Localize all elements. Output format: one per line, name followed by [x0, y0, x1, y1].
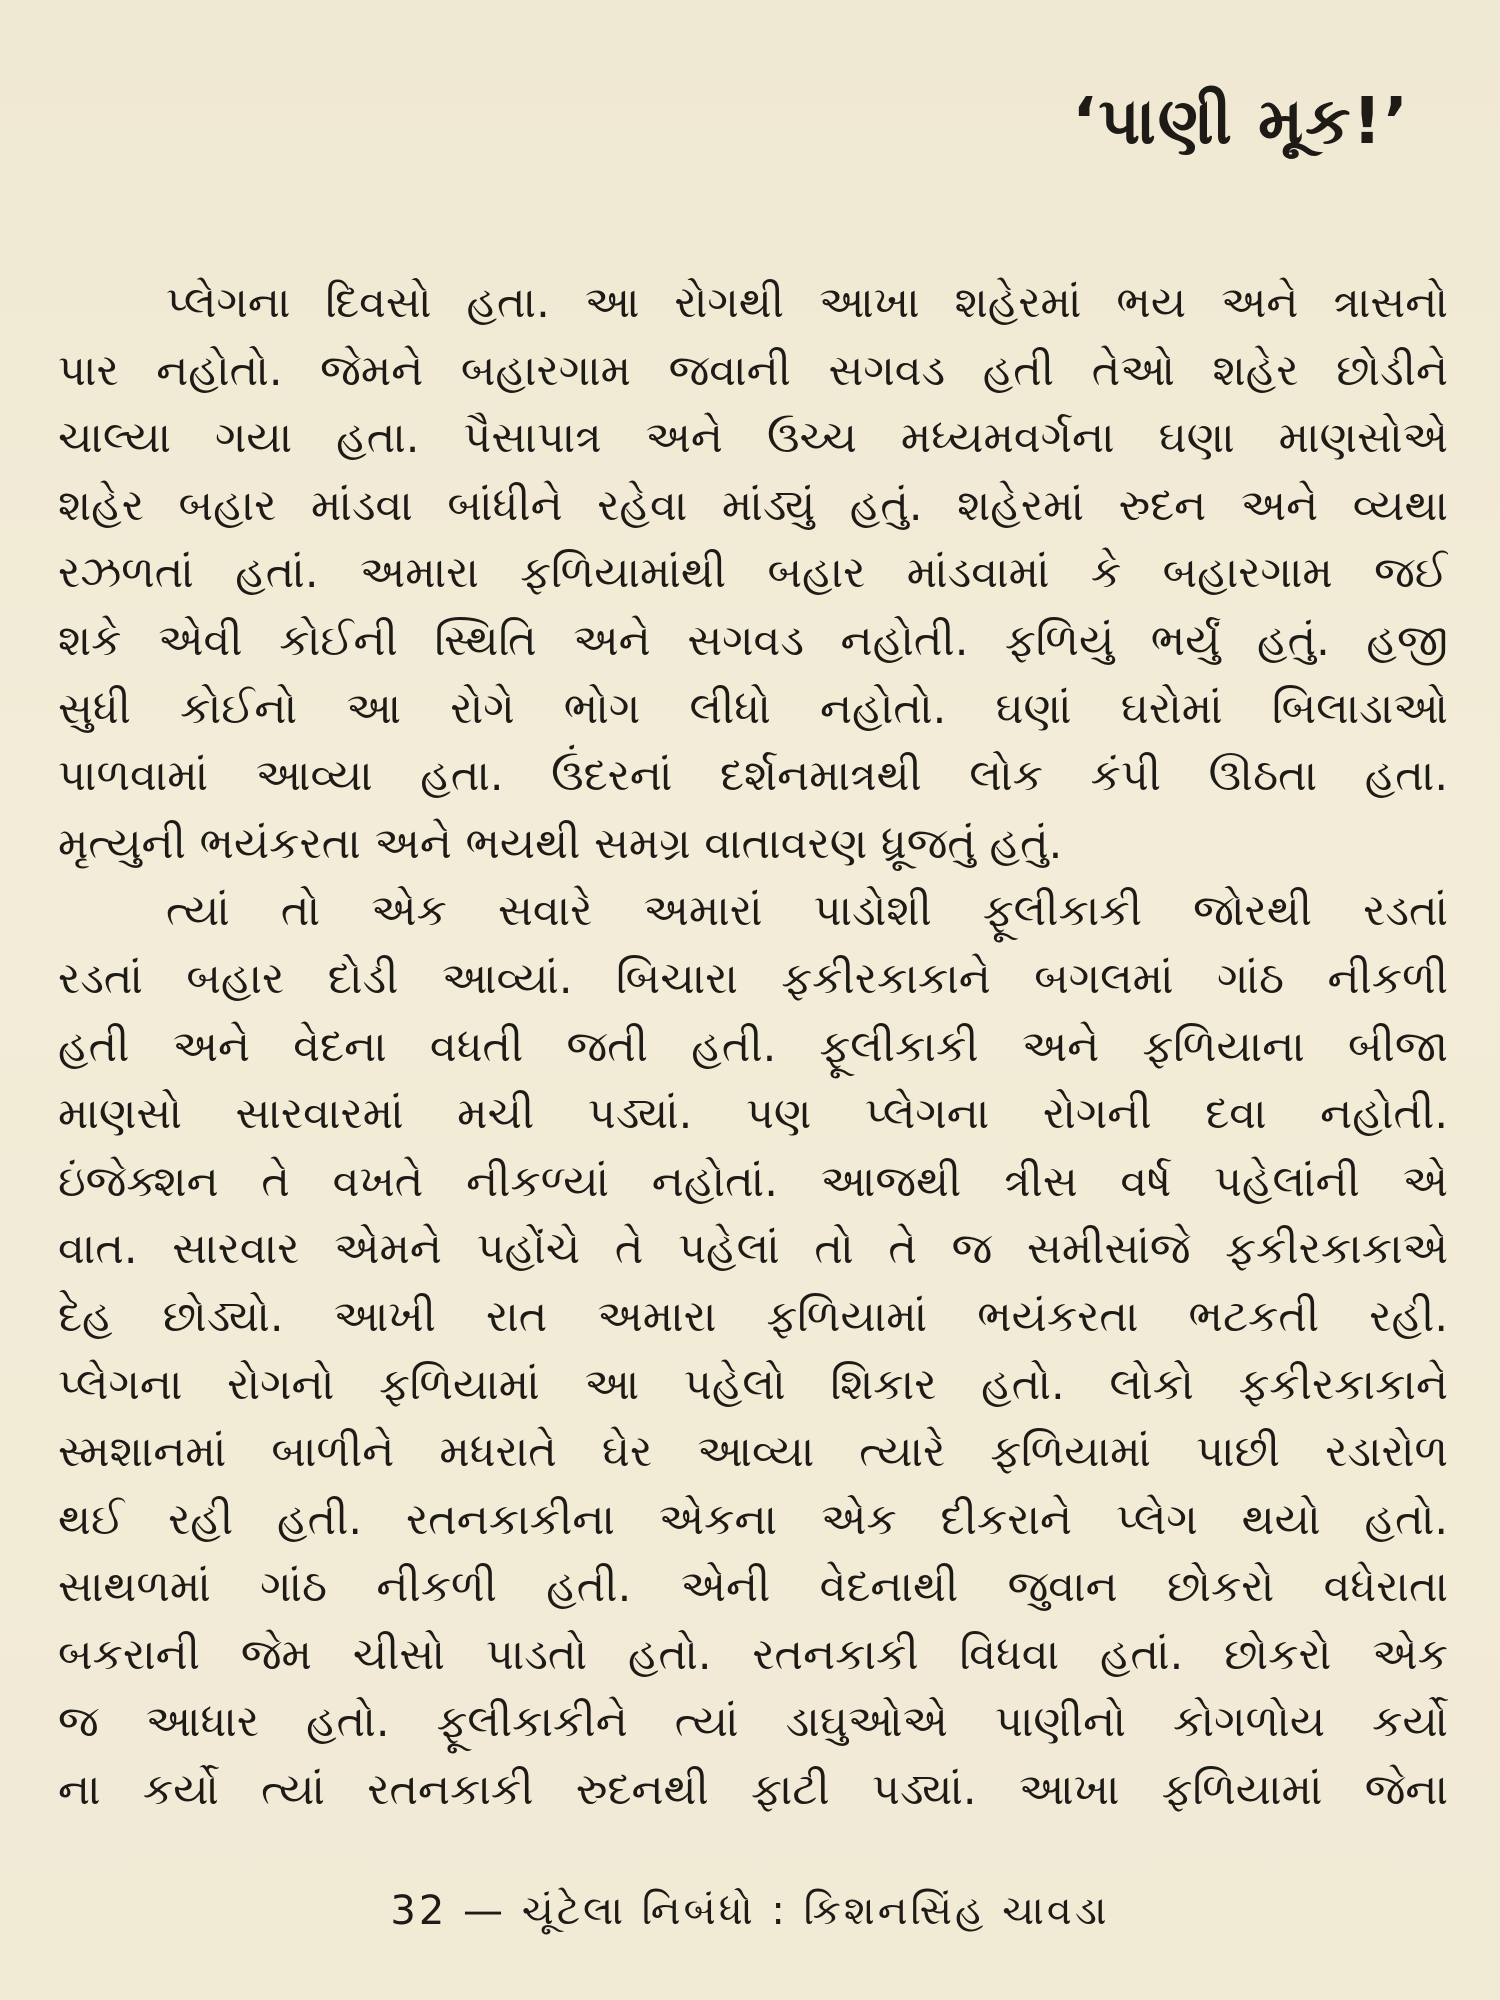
- text-line: સાથળમાં ગાંઠ નીકળી હતી. એની વેદનાથી જુવાન છોકરો વધેરાતા: [58, 1562, 1448, 1613]
- text-line: ત્યાં તો એક સવારે અમારાં પાડોશી ફૂલીકાકી જોરથી રડતાં: [166, 886, 1448, 937]
- text-line: પાર નહોતો. જેમને બહારગામ જવાની સગવડ હતી તેઓ શહેર છોડીને: [58, 345, 1448, 396]
- text-line: માણસો સારવારમાં મચી પડ્યાં. પણ પ્લેગના રોગની દવા નહોતી.: [58, 1089, 1448, 1140]
- text-line: ચાલ્યા ગયા હતા. પૈસાપાત્ર અને ઉચ્ચ મધ્યમવર્ગના ઘણા માણસોએ: [58, 413, 1448, 464]
- page-title: ‘પાણી મૂક!’: [1072, 85, 1410, 159]
- text-line: ના કર્યો ત્યાં રતનકાકી રુદનથી ફાટી પડ્યાં. આખા ફળિયામાં જેના: [58, 1765, 1448, 1816]
- text-line: થઈ રહી હતી. રતનકાકીના એકના એક દીકરાને પ્લેગ થયો હતો.: [58, 1494, 1448, 1545]
- text-line: હતી અને વેદના વધતી જતી હતી. ફૂલીકાકી અને ફળિયાના બીજા: [58, 1021, 1448, 1072]
- text-line: જ આધાર હતો. ફૂલીકાકીને ત્યાં ડાઘુઓએ પાણીનો કોગળોય કર્યો: [58, 1697, 1448, 1748]
- text-line: ઇંજેક્શન તે વખતે નીકળ્યાં નહોતાં. આજથી ત્રીસ વર્ષ પહેલાંની એ: [58, 1156, 1448, 1207]
- text-line: રડતાં બહાર દોડી આવ્યાં. બિચારા ફકીરકાકાને બગલમાં ગાંઠ નીકળી: [58, 953, 1448, 1004]
- paragraph-2: [58, 878, 1448, 1824]
- text-line: પ્લેગના રોગનો ફળિયામાં આ પહેલો શિકાર હતો. લોકો ફકીરકાકાને: [58, 1359, 1448, 1410]
- text-line: પ્લેગના દિવસો હતા. આ રોગથી આખા શહેરમાં ભય અને ત્રાસનો: [166, 278, 1448, 328]
- text-line: શહેર બહાર માંડવા બાંધીને રહેવા માંડ્યું હતું. શહેરમાં રુદન અને વ્યથા: [58, 480, 1448, 531]
- text-line: સુધી કોઈનો આ રોગે ભોગ લીધો નહોતો. ઘણાં ઘરોમાં બિલાડાઓ: [58, 683, 1448, 734]
- body-text: [58, 270, 1448, 1825]
- text-line: પાળવામાં આવ્યા હતા. ઉંદરનાં દર્શનમાત્રથી લોક કંપી ઊઠતા હતા.: [58, 751, 1448, 802]
- text-line: સ્મશાનમાં બાળીને મધરાતે ઘેર આવ્યા ત્યારે ફળિયામાં પાછી રડારોળ: [58, 1427, 1448, 1478]
- page-footer: 32 — ચૂંટેલા નિબંધો : કિશનસિંહ ચાવડા: [390, 1888, 1110, 1934]
- text-line: મૃત્યુની ભયંકરતા અને ભયથી સમગ્ર વાતાવરણ ધ્રૂજતું હતું.: [58, 818, 1063, 869]
- text-line: વાત. સારવાર એમને પહોંચે તે પહેલાં તો તે જ સમીસાંજે ફકીરકાકાએ: [58, 1224, 1448, 1275]
- text-line: દેહ છોડ્યો. આખી રાત અમારા ફળિયામાં ભયંકરતા ભટકતી રહી.: [58, 1291, 1448, 1342]
- paragraph-1: [58, 270, 1448, 878]
- text-line: બકરાની જેમ ચીસો પાડતો હતો. રતનકાકી વિધવા હતાં. છોકરો એક: [58, 1629, 1448, 1680]
- text-line: શકે એવી કોઈની સ્થિતિ અને સગવડ નહોતી. ફળિયું ભર્યું હતું. હજી: [58, 615, 1448, 666]
- text-line: રઝળતાં હતાં. અમારા ફળિયામાંથી બહાર માંડવામાં કે બહારગામ જઈ: [58, 548, 1448, 599]
